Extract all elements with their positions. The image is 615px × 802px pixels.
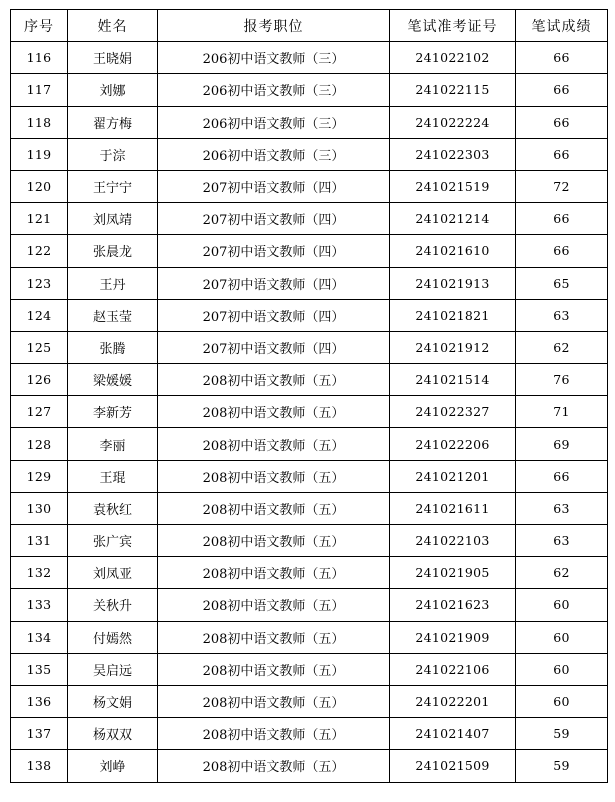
cell-serial-number: 138	[11, 750, 68, 782]
cell-name: 张腾	[68, 331, 158, 363]
cell-position: 208初中语文教师（五）	[158, 460, 390, 492]
cell-written-score: 76	[516, 364, 608, 396]
cell-serial-number: 126	[11, 364, 68, 396]
cell-serial-number: 130	[11, 492, 68, 524]
cell-name: 刘凤靖	[68, 203, 158, 235]
cell-position: 207初中语文教师（四）	[158, 235, 390, 267]
cell-name: 王琨	[68, 460, 158, 492]
results-table	[10, 9, 608, 783]
cell-position: 208初中语文教师（五）	[158, 685, 390, 717]
cell-position: 206初中语文教师（三）	[158, 106, 390, 138]
cell-written-score: 63	[516, 492, 608, 524]
cell-name: 王宁宁	[68, 170, 158, 202]
cell-name: 张广宾	[68, 525, 158, 557]
header-name: 姓名	[68, 10, 158, 42]
cell-position: 208初中语文教师（五）	[158, 364, 390, 396]
cell-name: 赵玉莹	[68, 299, 158, 331]
cell-ticket-number: 241021905	[390, 557, 516, 589]
cell-name: 关秋升	[68, 589, 158, 621]
cell-ticket-number: 241021201	[390, 460, 516, 492]
cell-position: 208初中语文教师（五）	[158, 557, 390, 589]
cell-serial-number: 116	[11, 42, 68, 74]
cell-written-score: 60	[516, 653, 608, 685]
cell-ticket-number: 241022106	[390, 653, 516, 685]
header-row	[11, 10, 608, 42]
table-row	[11, 364, 608, 396]
cell-ticket-number: 241021912	[390, 331, 516, 363]
table-row	[11, 492, 608, 524]
cell-name: 付嫣然	[68, 621, 158, 653]
cell-written-score: 60	[516, 685, 608, 717]
cell-ticket-number: 241021909	[390, 621, 516, 653]
cell-ticket-number: 241022102	[390, 42, 516, 74]
table-row	[11, 428, 608, 460]
cell-ticket-number: 241022303	[390, 138, 516, 170]
cell-position: 207初中语文教师（四）	[158, 331, 390, 363]
cell-ticket-number: 241021407	[390, 718, 516, 750]
cell-name: 张晨龙	[68, 235, 158, 267]
table-row	[11, 685, 608, 717]
cell-ticket-number: 241021610	[390, 235, 516, 267]
cell-written-score: 59	[516, 718, 608, 750]
table-row	[11, 718, 608, 750]
cell-serial-number: 132	[11, 557, 68, 589]
table-row	[11, 621, 608, 653]
cell-written-score: 60	[516, 621, 608, 653]
cell-position: 208初中语文教师（五）	[158, 621, 390, 653]
cell-name: 刘凤亚	[68, 557, 158, 589]
cell-name: 杨双双	[68, 718, 158, 750]
table-row	[11, 653, 608, 685]
cell-name: 翟方梅	[68, 106, 158, 138]
cell-serial-number: 135	[11, 653, 68, 685]
cell-ticket-number: 241021623	[390, 589, 516, 621]
cell-written-score: 66	[516, 106, 608, 138]
cell-serial-number: 118	[11, 106, 68, 138]
table-row	[11, 589, 608, 621]
table-row	[11, 557, 608, 589]
cell-ticket-number: 241022103	[390, 525, 516, 557]
cell-name: 李新芳	[68, 396, 158, 428]
cell-position: 208初中语文教师（五）	[158, 750, 390, 782]
table-row	[11, 74, 608, 106]
cell-written-score: 65	[516, 267, 608, 299]
header-serial-number: 序号	[11, 10, 68, 42]
cell-serial-number: 122	[11, 235, 68, 267]
cell-serial-number: 120	[11, 170, 68, 202]
cell-ticket-number: 241022115	[390, 74, 516, 106]
header-ticket-number: 笔试准考证号	[390, 10, 516, 42]
cell-serial-number: 124	[11, 299, 68, 331]
cell-name: 刘娜	[68, 74, 158, 106]
cell-written-score: 66	[516, 42, 608, 74]
table-row	[11, 42, 608, 74]
cell-serial-number: 136	[11, 685, 68, 717]
cell-written-score: 60	[516, 589, 608, 621]
cell-position: 208初中语文教师（五）	[158, 718, 390, 750]
cell-written-score: 62	[516, 557, 608, 589]
cell-written-score: 62	[516, 331, 608, 363]
table-row	[11, 170, 608, 202]
table-body	[11, 42, 608, 782]
table-row	[11, 460, 608, 492]
cell-name: 李丽	[68, 428, 158, 460]
cell-position: 207初中语文教师（四）	[158, 203, 390, 235]
cell-position: 207初中语文教师（四）	[158, 170, 390, 202]
table-row	[11, 106, 608, 138]
cell-ticket-number: 241021214	[390, 203, 516, 235]
cell-name: 杨文娟	[68, 685, 158, 717]
header-written-score: 笔试成绩	[516, 10, 608, 42]
table-row	[11, 235, 608, 267]
cell-position: 208初中语文教师（五）	[158, 396, 390, 428]
cell-name: 刘峥	[68, 750, 158, 782]
cell-serial-number: 133	[11, 589, 68, 621]
cell-written-score: 63	[516, 299, 608, 331]
cell-position: 208初中语文教师（五）	[158, 492, 390, 524]
cell-position: 208初中语文教师（五）	[158, 428, 390, 460]
cell-serial-number: 119	[11, 138, 68, 170]
table-row	[11, 299, 608, 331]
cell-name: 于淙	[68, 138, 158, 170]
table-row	[11, 331, 608, 363]
table-row	[11, 525, 608, 557]
cell-position: 206初中语文教师（三）	[158, 42, 390, 74]
cell-ticket-number: 241021519	[390, 170, 516, 202]
cell-ticket-number: 241021514	[390, 364, 516, 396]
table-row	[11, 203, 608, 235]
cell-serial-number: 128	[11, 428, 68, 460]
cell-serial-number: 137	[11, 718, 68, 750]
cell-ticket-number: 241021611	[390, 492, 516, 524]
cell-written-score: 71	[516, 396, 608, 428]
cell-written-score: 72	[516, 170, 608, 202]
cell-serial-number: 123	[11, 267, 68, 299]
cell-serial-number: 121	[11, 203, 68, 235]
cell-ticket-number: 241021913	[390, 267, 516, 299]
cell-position: 208初中语文教师（五）	[158, 653, 390, 685]
cell-ticket-number: 241021509	[390, 750, 516, 782]
cell-written-score: 66	[516, 460, 608, 492]
cell-serial-number: 125	[11, 331, 68, 363]
cell-serial-number: 129	[11, 460, 68, 492]
table-row	[11, 396, 608, 428]
cell-position: 206初中语文教师（三）	[158, 74, 390, 106]
cell-serial-number: 131	[11, 525, 68, 557]
cell-name: 王丹	[68, 267, 158, 299]
cell-written-score: 69	[516, 428, 608, 460]
cell-name: 吴启远	[68, 653, 158, 685]
cell-written-score: 63	[516, 525, 608, 557]
header-position: 报考职位	[158, 10, 390, 42]
cell-written-score: 66	[516, 235, 608, 267]
cell-name: 梁媛媛	[68, 364, 158, 396]
cell-ticket-number: 241022327	[390, 396, 516, 428]
cell-ticket-number: 241022201	[390, 685, 516, 717]
table-row	[11, 267, 608, 299]
cell-written-score: 66	[516, 203, 608, 235]
cell-serial-number: 134	[11, 621, 68, 653]
cell-position: 207初中语文教师（四）	[158, 299, 390, 331]
cell-name: 袁秋红	[68, 492, 158, 524]
cell-name: 王晓娟	[68, 42, 158, 74]
table-row	[11, 138, 608, 170]
cell-written-score: 59	[516, 750, 608, 782]
table-row	[11, 750, 608, 782]
cell-ticket-number: 241022224	[390, 106, 516, 138]
cell-position: 208初中语文教师（五）	[158, 589, 390, 621]
cell-written-score: 66	[516, 74, 608, 106]
cell-serial-number: 127	[11, 396, 68, 428]
cell-written-score: 66	[516, 138, 608, 170]
cell-ticket-number: 241022206	[390, 428, 516, 460]
cell-serial-number: 117	[11, 74, 68, 106]
cell-position: 207初中语文教师（四）	[158, 267, 390, 299]
cell-position: 206初中语文教师（三）	[158, 138, 390, 170]
cell-ticket-number: 241021821	[390, 299, 516, 331]
cell-position: 208初中语文教师（五）	[158, 525, 390, 557]
